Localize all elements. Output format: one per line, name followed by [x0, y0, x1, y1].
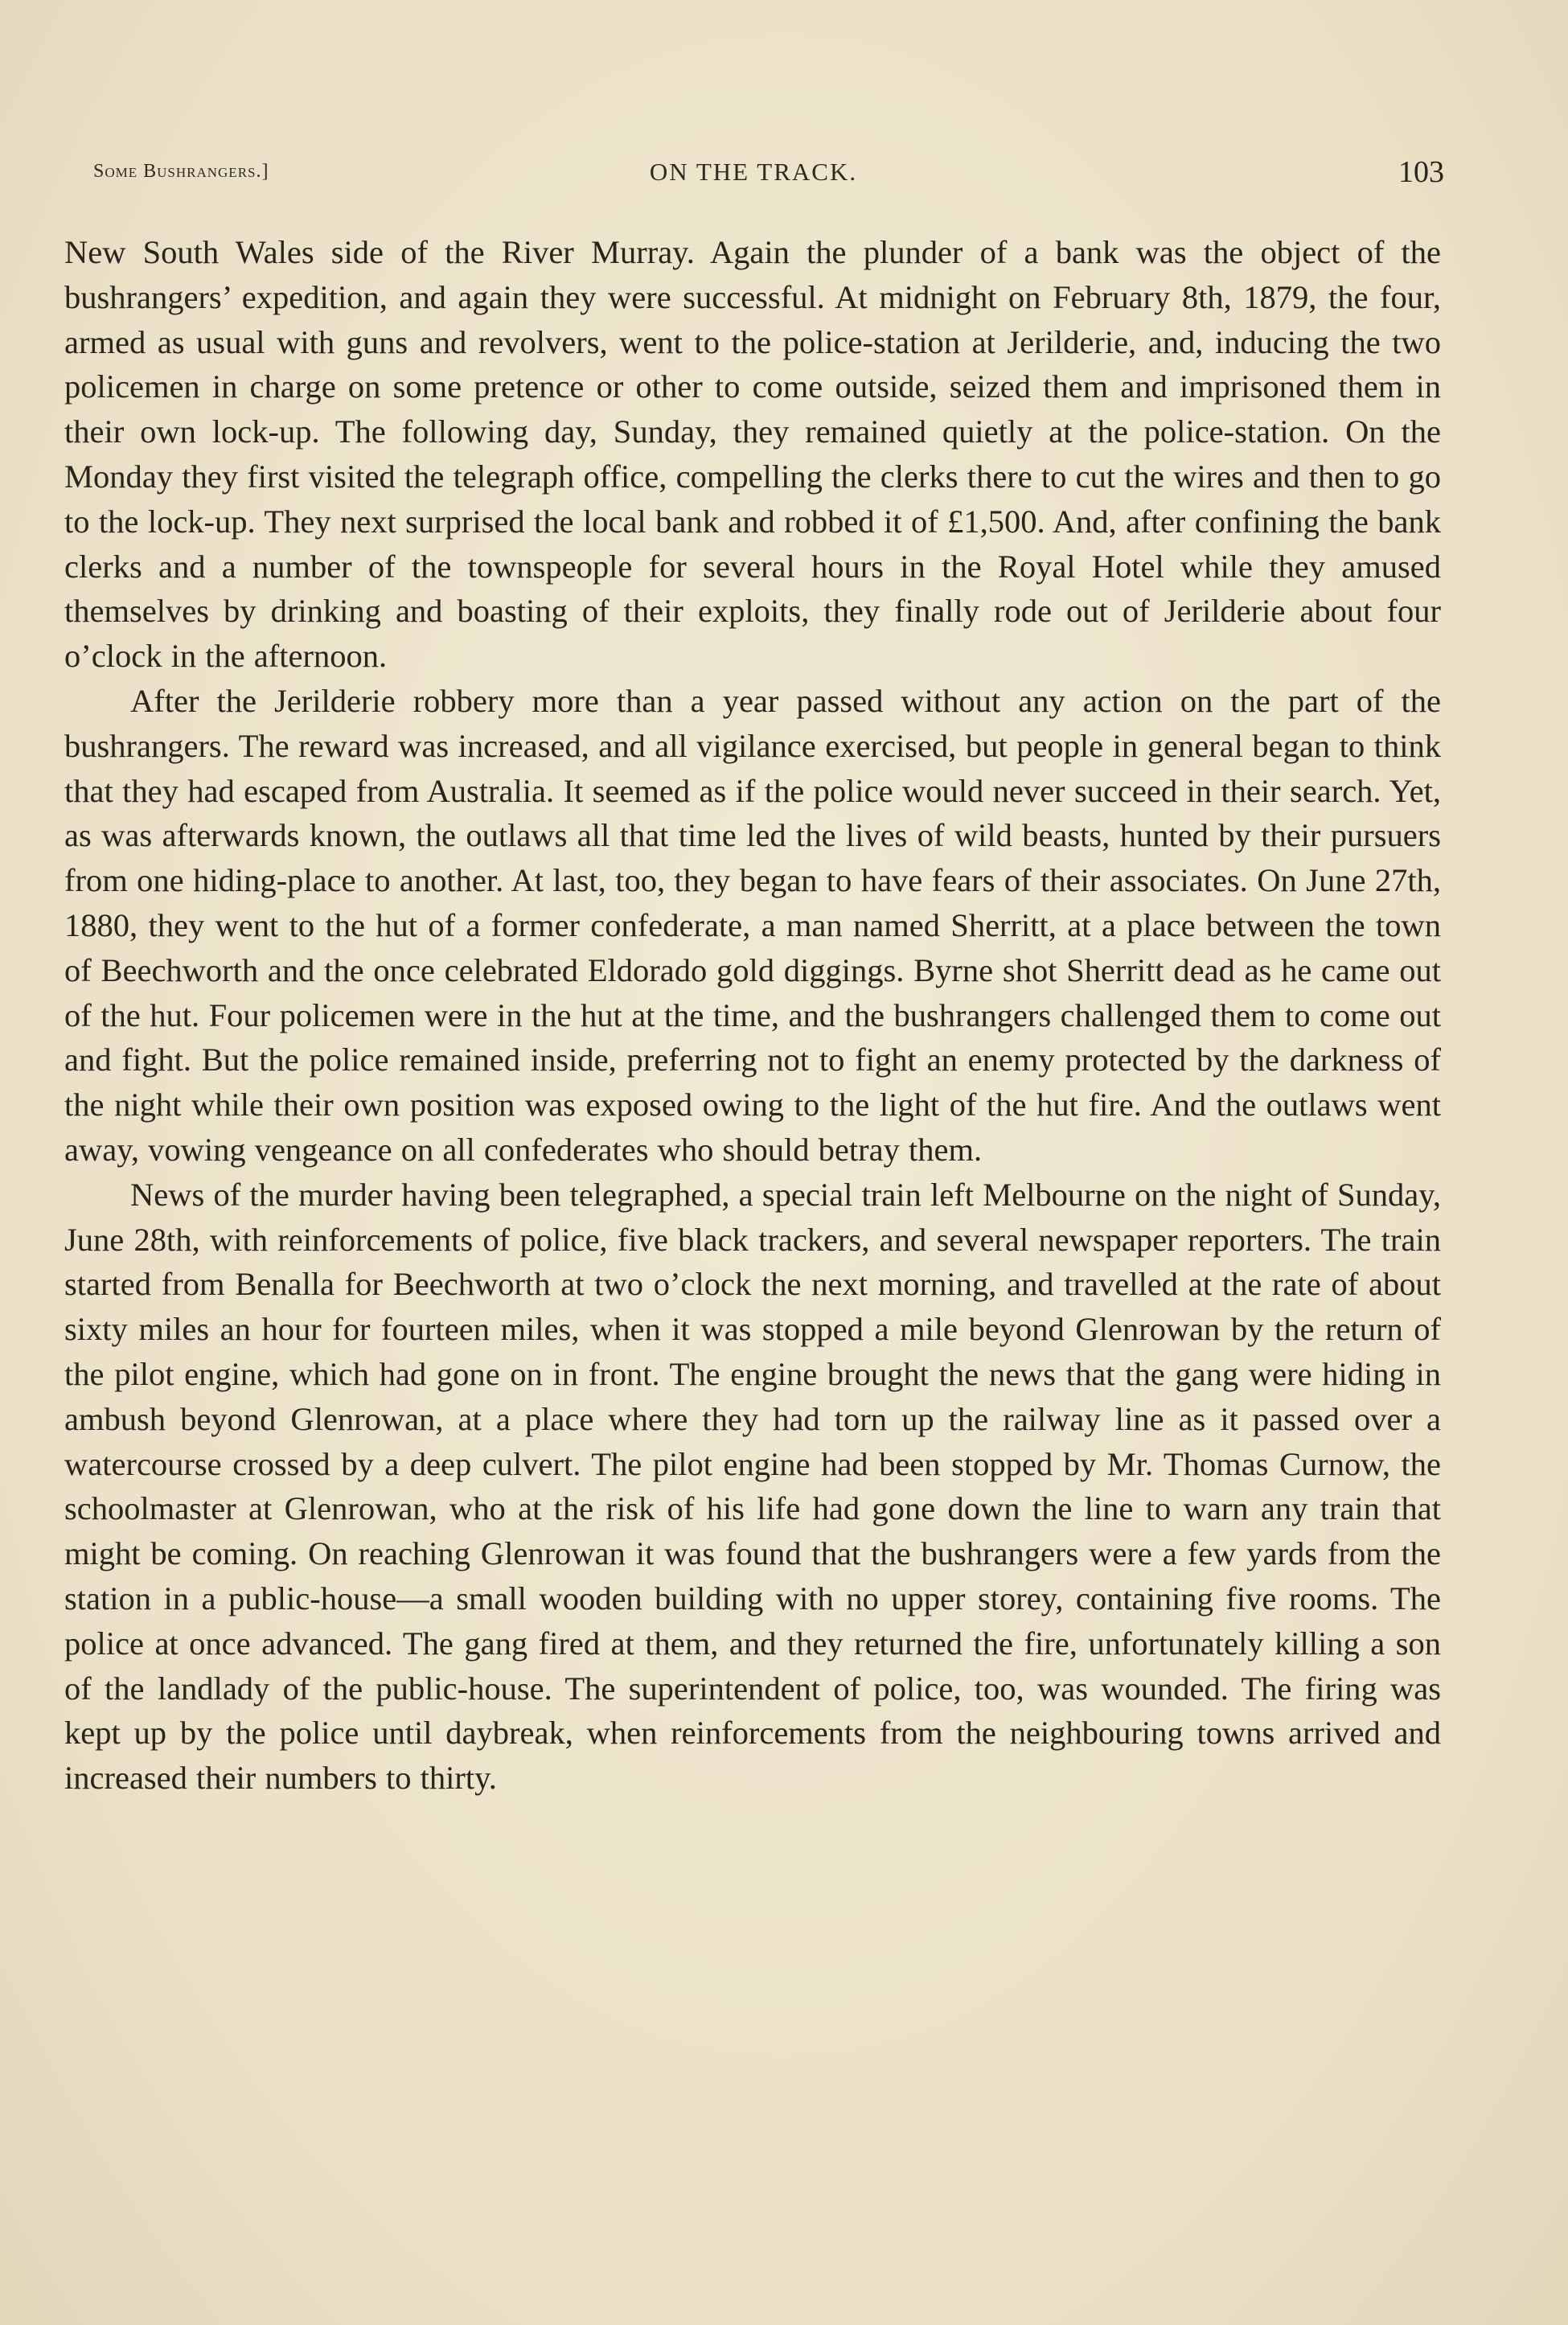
body-text: [64, 230, 1441, 1801]
page-number: 103: [1398, 155, 1444, 189]
chapter-title: ON THE TRACK.: [649, 158, 858, 186]
paragraph-1: New South Wales side of the River Murray. Again the plunder of a bank was the object of the bushrangers’ expedition, and again they were successful. At midnight on February 8th, 1879, the four, armed as usual with guns and revolvers, went to the police-station at Jerilderie, and, inducing the two policemen in charge on some pretence or other to come outside, seized them and imprisoned them in their own lock-up. The following day, Sunday, they remained quietly at the police-station. On the Monday they first visited the telegraph office, compelling the clerks there to cut the wires and then to go to the lock-up. They next surprised the local bank and robbed it of £1,500. And, after confining the bank clerks and a number of the townspeople for several hours in the Royal Hotel while they amused themselves by drinking and boasting of their exploits, they finally rode out of Jerilderie about four o’clock in the afternoon.: [64, 234, 1441, 675]
paragraph-2: After the Jerilderie robbery more than a year passed without any action on the part of the bushrangers. The reward was increased, and all vigilance exercised, but people in general began to think that they had escaped from Australia. It seemed as if the police would never succeed in their search. Yet, as was afterwards known, the outlaws all that time led the lives of wild beasts, hunted by their pursuers from one hiding-place to another. At last, too, they began to have fears of their associates. On June 27th, 1880, they went to the hut of a former confederate, a man named Sherritt, at a place between the town of Beechworth and the once celebrated Eldorado gold diggings. Byrne shot Sherritt dead as he came out of the hut. Four policemen were in the hut at the time, and the bushrangers challenged them to come out and fight. But the police remained inside, preferring not to fight an enemy protected by the darkness of the night while their own position was exposed owing to the light of the hut fire. And the outlaws went away, vowing vengeance on all confederates who should betray them.: [64, 682, 1441, 1168]
running-head: [63, 151, 1444, 196]
section-title: Some Bushrangers.]: [93, 161, 269, 182]
paragraph-3: News of the murder having been telegraphed, a special train left Melbourne on the night of Sunday, June 28th, with reinforcements of police, five black trackers, and several newspaper reporters. The train started from Benalla for Beechworth at two o’clock the next morning, and travelled at the rate of about sixty miles an hour for fourteen miles, when it was stopped a mile beyond Glenrowan by the return of the pilot engine, which had gone on in front. The engine brought the news that the gang were hiding in ambush beyond Glenrowan, at a place where they had torn up the railway line as it passed over a watercourse crossed by a deep culvert. The pilot engine had been stopped by Mr. Thomas Curnow, the schoolmaster at Glenrowan, who at the risk of his life had gone down the line to warn any train that might be coming. On reaching Glenrowan it was found that the bushrangers were a few yards from the station in a public-house—a small wooden building with no upper storey, containing five rooms. The police at once advanced. The gang fired at them, and they returned the fire, unfortunately killing a son of the landlady of the public-house. The superintendent of police, too, was wounded. The firing was kept up by the police until daybreak, when reinforcements from the neighbouring towns arrived and increased their numbers to thirty.: [64, 1176, 1441, 1797]
